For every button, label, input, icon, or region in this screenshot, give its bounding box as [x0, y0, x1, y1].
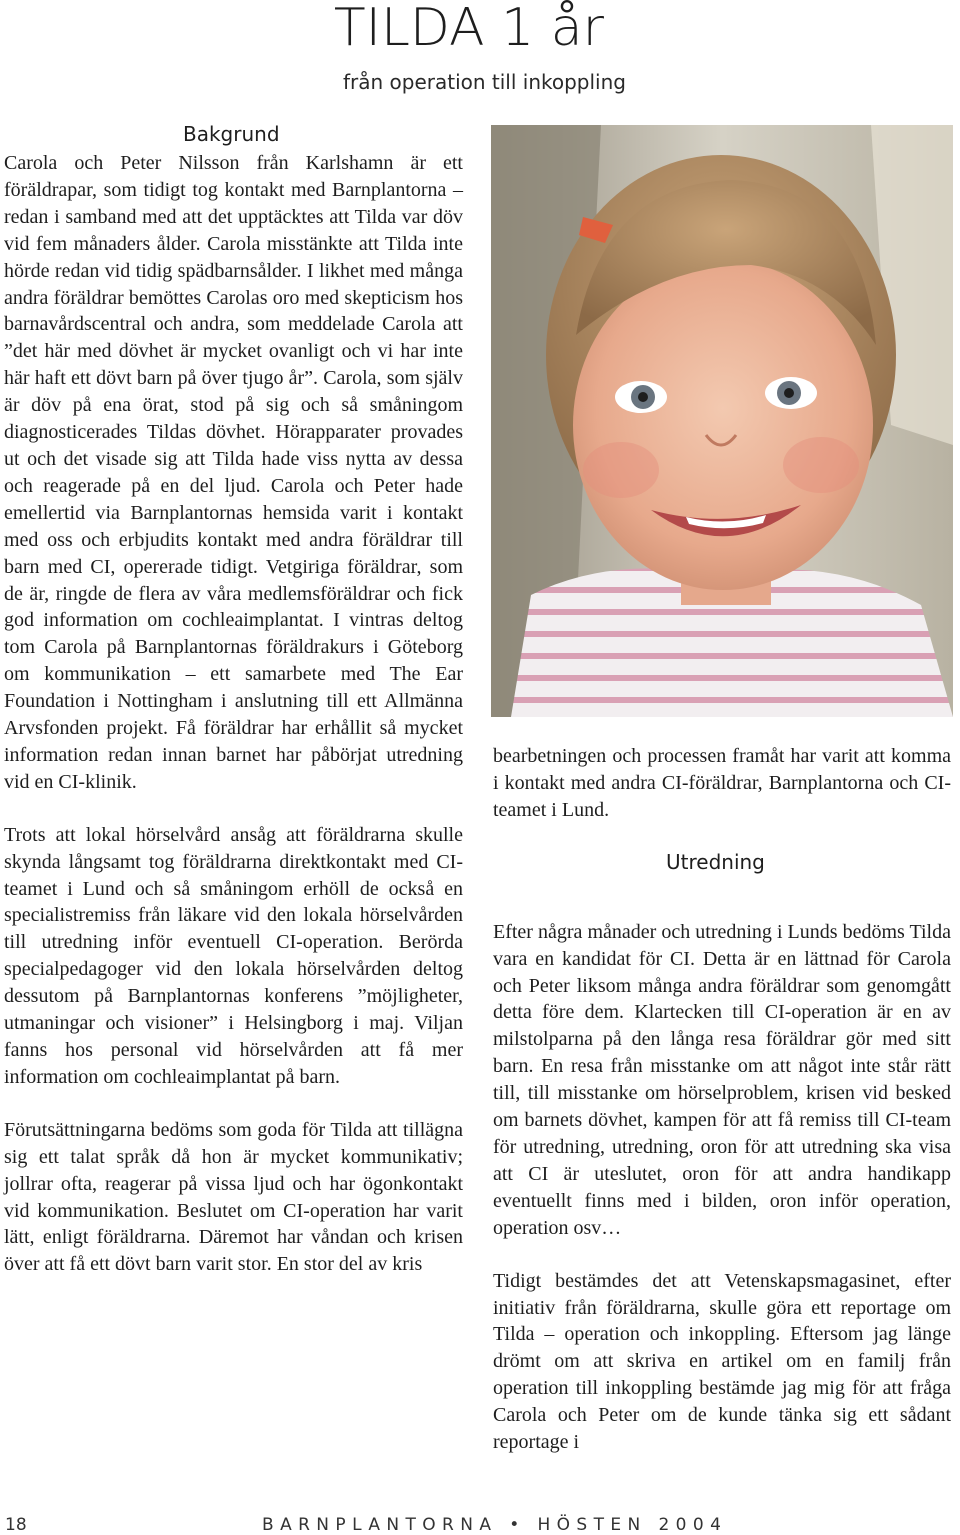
section-heading-utredning: Utredning	[666, 850, 765, 874]
child-portrait-image	[491, 125, 953, 717]
page-title: TILDA 1 år	[333, 0, 604, 58]
magazine-issue: BARNPLANTORNA • HÖSTEN 2004	[262, 1515, 728, 1535]
tilda-photo	[491, 125, 953, 717]
paragraph-bakgrund-3: Förutsättningarna bedöms som goda för Tilda att tillägna sig ett talat språk då hon är mycket kommunikativ; jollrar ofta, reagerar på vissa ljud och har ögonkontakt vid kommunikation. Beslutet om CI-operation har varit lätt, enligt föräldrarna. Däremot har våndan och krisen över att få ett dövt barn varit stor. En stor del av kris	[4, 1118, 463, 1276]
page-number: 18	[5, 1515, 27, 1535]
section-heading-bakgrund: Bakgrund	[183, 122, 280, 146]
paragraph-bakgrund-1: Carola och Peter Nilsson från Karlshamn är ett föräldrapar, som tidigt tog kontakt med Barnplantorna – redan i samband med att det upptäcktes att Tilda var döv vid fem månaders ålder. Carola misstänkte att Tilda inte hörde redan vid tidig spädbarnsålder. I likhet med många andra föräldrar bemöttes Carolas oro med skepticism hos barnavårdscentral och andra, som meddelade Carola att ”det här med dövhet är mycket ovanligt och vi har inte här haft ett dövt barn på över tjugo år”. Carola, som själv är döv på ena örat, stod på sig och så småningom diagnosticerades Tildas dövhet. Hörapparater provades ut och det visade sig att Tilda hade viss nytta av dessa och reagerade på en del ljud. Carola och Peter hade emellertid via Barnplantornas hemsida varit i kontakt med oss och erbjudits kontakt med andra föräldrar till barn med CI, opererade tidigt. Vetgiriga föräldrar, som de är, ringde de flera av våra medlemsföräldrar och fick god information om cochleaimplantat. I vintras deltog tom Carola på Barnplantornas föräldrakurs i Göteborg om kommunikation – ett samarbete med The Ear Foundation i Nottingham i anslutning till ett Allmänna Arvsfonden projekt. Få föräldrar har erhållit så mycket information redan innan barnet har påbörjat utredning vid en CI-klinik.	[4, 152, 463, 793]
page-subtitle: från operation till inkoppling	[342, 70, 626, 94]
paragraph-utredning-1: Efter några månader och utredning i Lunds bedöms Tilda vara en kandidat för CI. Detta är en lättnad för Carola och Peter liksom många andra föräldrar som genomgått detta före dem. Klartecken till CI-operation är en av milstolparna på den långa resa föräldrar gör med sitt barn. En resa från misstanke om att något inte står rätt till, till misstanke om hörselproblem, krisen vid besked om barnets dövhet, kampen för att få remiss till CI-team för utredning, utredning, oron för att utredning ska visa att CI är uteslutet, oron för att andra handikapp eventuellt finns med i bilden, oron inför operation, operation osv…	[493, 920, 951, 1239]
paragraph-bakgrund-2: Trots att lokal hörselvård ansåg att föräldrarna skulle skynda långsamt tog föräldrarna direktkontakt med CI-teamet i Lund och så småningom erhöll de också en specialistremiss från läkare vid den lokala hörselvården till utredning inför eventuell CI-operation. Berörda specialpedagoger vid den lokala hörselvården deltog dessutom på Barnplantornas konferens ”möjligheter, utmaningar och visioner” i Helsingborg i maj. Viljan fanns hos personal vid hörselvården att få mer information om cochleaimplantat på barn.	[4, 823, 463, 1088]
paragraph-utredning-2: Tidigt bestämdes det att Vetenskapsmagasinet, efter initiativ från föräldrarna, skulle göra ett reportage om Tilda – operation och inkoppling. Eftersom jag länge drömt om att skriva en artikel om en familj från operation till inkoppling bestämde jag mig för att fråga Carola och Peter om de kunde tänka sig ett sådant reportage i	[493, 1269, 951, 1454]
left-column	[4, 150, 463, 1278]
paragraph-continuation: bearbetningen och processen framåt har varit att komma i kontakt med andra CI-föräldrar, Barnplantorna och CI-teamet i Lund.	[493, 745, 951, 821]
